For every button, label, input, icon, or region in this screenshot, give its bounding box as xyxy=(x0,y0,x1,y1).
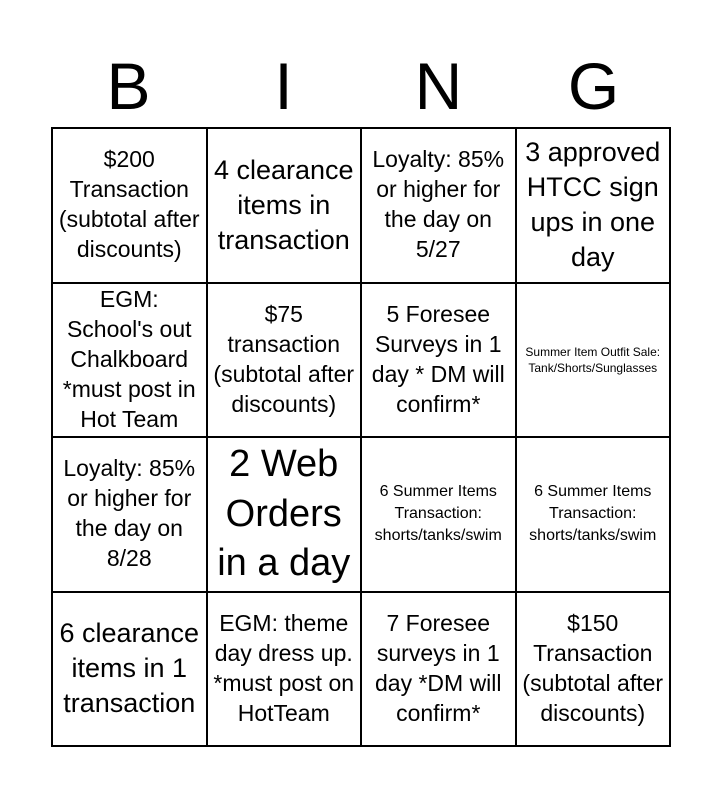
bingo-cell-text: 3 approved HTCC sign ups in one day xyxy=(525,137,661,273)
bingo-cell[interactable] xyxy=(208,129,363,284)
header-letter-g: G xyxy=(567,49,620,123)
bingo-cell[interactable] xyxy=(362,284,517,439)
bingo-cell-text: 6 Summer Items Transaction: shorts/tanks/swim xyxy=(374,482,502,545)
bingo-cell-text: EGM: theme day dress up. *must post on HotTeam xyxy=(213,609,355,726)
bingo-cell-text: 7 Foresee surveys in 1 day *DM will confirm* xyxy=(374,609,502,726)
bingo-cell[interactable] xyxy=(362,593,517,748)
bingo-board xyxy=(51,127,671,747)
bingo-cell-text: $150 Transaction (subtotal after discounts) xyxy=(522,609,664,726)
bingo-cell-text: Summer Item Outfit Sale: Tank/Shorts/Sunglasses xyxy=(525,344,661,375)
bingo-cell-text: 4 clearance items in transaction xyxy=(213,154,354,255)
bingo-cell[interactable] xyxy=(362,129,517,284)
bingo-cell-text: 5 Foresee Surveys in 1 day * DM will confirm* xyxy=(371,300,505,417)
header-letter-n: N xyxy=(414,49,463,123)
bingo-cell[interactable] xyxy=(53,129,208,284)
bingo-cell-text: 6 Summer Items Transaction: shorts/tanks/swim xyxy=(529,482,657,545)
bingo-cell-text: Loyalty: 85% or higher for the day on 8/28 xyxy=(63,455,196,572)
bingo-cell-text: 2 Web Orders in a day xyxy=(217,443,351,584)
header-letter-b: B xyxy=(106,49,151,123)
header-letter-i: I xyxy=(274,49,293,123)
bingo-cell-text: EGM: School's out Chalkboard *must post in Hot Team xyxy=(62,286,196,432)
bingo-header xyxy=(51,48,671,124)
bingo-cell[interactable] xyxy=(517,438,672,593)
bingo-cell[interactable] xyxy=(517,129,672,284)
bingo-cell-text: $200 Transaction (subtotal after discounts) xyxy=(58,146,200,263)
bingo-cell[interactable] xyxy=(53,438,208,593)
bingo-cell[interactable] xyxy=(208,438,363,593)
bingo-cell[interactable] xyxy=(208,284,363,439)
bingo-cell-text: $75 transaction (subtotal after discounts) xyxy=(213,300,355,417)
bingo-cell[interactable] xyxy=(517,284,672,439)
bingo-cell-text: 6 clearance items in 1 transaction xyxy=(59,618,200,719)
bingo-cell[interactable] xyxy=(362,438,517,593)
bingo-cell[interactable] xyxy=(53,284,208,439)
bingo-cell[interactable] xyxy=(208,593,363,748)
bingo-cell[interactable] xyxy=(53,593,208,748)
bingo-cell[interactable] xyxy=(517,593,672,748)
bingo-cell-text: Loyalty: 85% or higher for the day on 5/27 xyxy=(372,146,505,263)
